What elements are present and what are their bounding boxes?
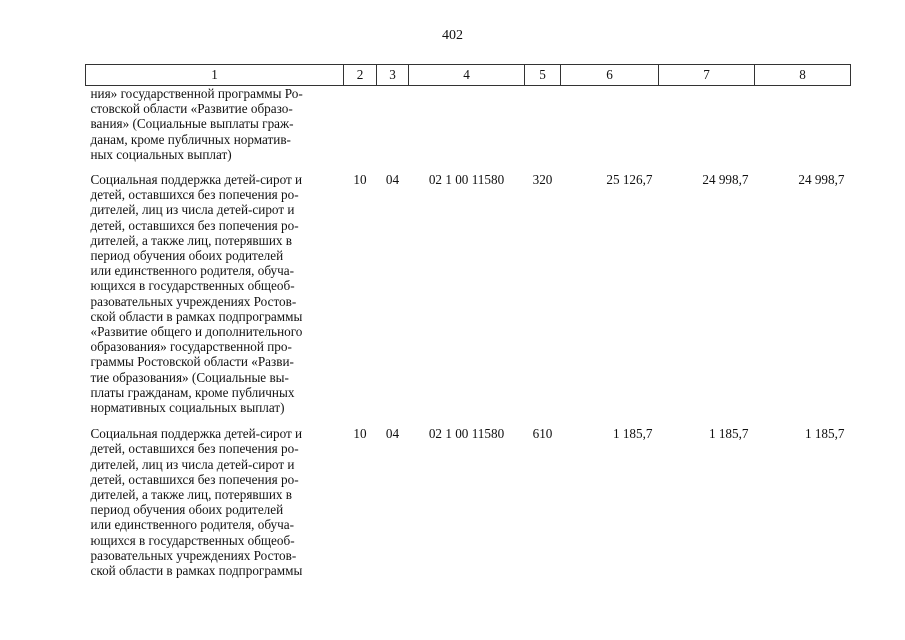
expense-type-code: 320 <box>532 172 553 188</box>
description-line: тие образования» (Социальные вы- <box>90 369 289 385</box>
description-line: период обучения обоих родителей <box>90 502 284 518</box>
description-line: платы гражданам, кроме публичных <box>90 384 295 400</box>
target-article-code: 02 1 00 11580 <box>428 172 505 188</box>
empty-cell <box>409 86 525 173</box>
description-line: ской области в рамках подпрограммы <box>90 308 303 324</box>
header-col-6: 6 <box>561 65 659 86</box>
header-row <box>86 65 851 86</box>
empty-cell <box>659 86 755 173</box>
description-line: ния» государственной программы Ро- <box>90 86 303 101</box>
description-line: детей, оставшихся без попечения ро- <box>90 441 299 457</box>
amount-col-6: 25 126,7 <box>606 172 653 188</box>
description-line: Социальная поддержка детей-сирот и <box>90 172 303 188</box>
description-line: разовательных учреждениях Ростов- <box>90 293 297 309</box>
description-line: ных социальных выплат) <box>90 146 232 162</box>
header-col-7: 7 <box>659 65 755 86</box>
amount-col-7: 1 185,7 <box>708 426 749 442</box>
description-line: детей, оставшихся без попечения ро- <box>90 471 299 487</box>
header-col-8: 8 <box>755 65 851 86</box>
description-line: или единственного родителя, обуча- <box>90 517 294 533</box>
table-row <box>86 426 851 578</box>
description-line: граммы Ростовской области «Разви- <box>90 354 294 370</box>
row-description <box>86 426 344 578</box>
description-line: образования» государственной про- <box>90 339 292 355</box>
table-row <box>86 172 851 426</box>
section-code: 10 <box>353 426 367 442</box>
description-line: детей, оставшихся без попечения ро- <box>90 217 299 233</box>
amount-col-8: 1 185,7 <box>804 426 845 442</box>
description-line: период обучения обоих родителей <box>90 248 284 264</box>
description-line: разовательных учреждениях Ростов- <box>90 547 297 563</box>
header-col-4: 4 <box>409 65 525 86</box>
table-header <box>86 65 851 86</box>
target-article-code: 02 1 00 11580 <box>428 426 505 442</box>
amount-col-8: 24 998,7 <box>798 172 845 188</box>
amount-col-6: 1 185,7 <box>612 426 653 442</box>
description-line: нормативных социальных выплат) <box>90 400 285 416</box>
description-line: дителей, лиц из числа детей-сирот и <box>90 202 295 218</box>
empty-cell <box>561 86 659 173</box>
budget-table <box>85 64 851 578</box>
section-code: 10 <box>353 172 367 188</box>
expense-type-code: 610 <box>532 426 553 442</box>
description-line: ющихся в государственных общеоб- <box>90 278 295 294</box>
row-description <box>86 172 344 426</box>
page-number: 402 <box>442 28 463 43</box>
description-line: Социальная поддержка детей-сирот и <box>90 426 303 442</box>
subsection-code: 04 <box>385 426 400 442</box>
subsection-code: 04 <box>385 172 400 188</box>
description-line: дителей, лиц из числа детей-сирот и <box>90 456 295 472</box>
description-line: данам, кроме публичных норматив- <box>90 131 291 147</box>
description-line: дителей, а также лиц, потерявших в <box>90 487 292 503</box>
description-line: вания» (Социальные выплаты граж- <box>90 116 294 132</box>
description-line: дителей, а также лиц, потерявших в <box>90 232 292 248</box>
amount-col-7: 24 998,7 <box>702 172 749 188</box>
description-line: стовской области «Развитие образо- <box>90 101 293 117</box>
description-line: ющихся в государственных общеоб- <box>90 532 295 548</box>
description-line: или единственного родителя, обуча- <box>90 263 294 279</box>
description-line: «Развитие общего и дополнительного <box>90 324 303 340</box>
header-col-2: 2 <box>344 65 377 86</box>
empty-cell <box>344 86 377 173</box>
description-line: ской области в рамках подпрограммы <box>90 563 303 579</box>
row-description <box>86 86 344 173</box>
header-col-3: 3 <box>377 65 409 86</box>
header-col-1: 1 <box>86 65 344 86</box>
table-row-continuation <box>86 86 851 173</box>
empty-cell <box>525 86 561 173</box>
header-col-5: 5 <box>525 65 561 86</box>
empty-cell <box>755 86 851 173</box>
empty-cell <box>377 86 409 173</box>
description-line: детей, оставшихся без попечения ро- <box>90 187 299 203</box>
